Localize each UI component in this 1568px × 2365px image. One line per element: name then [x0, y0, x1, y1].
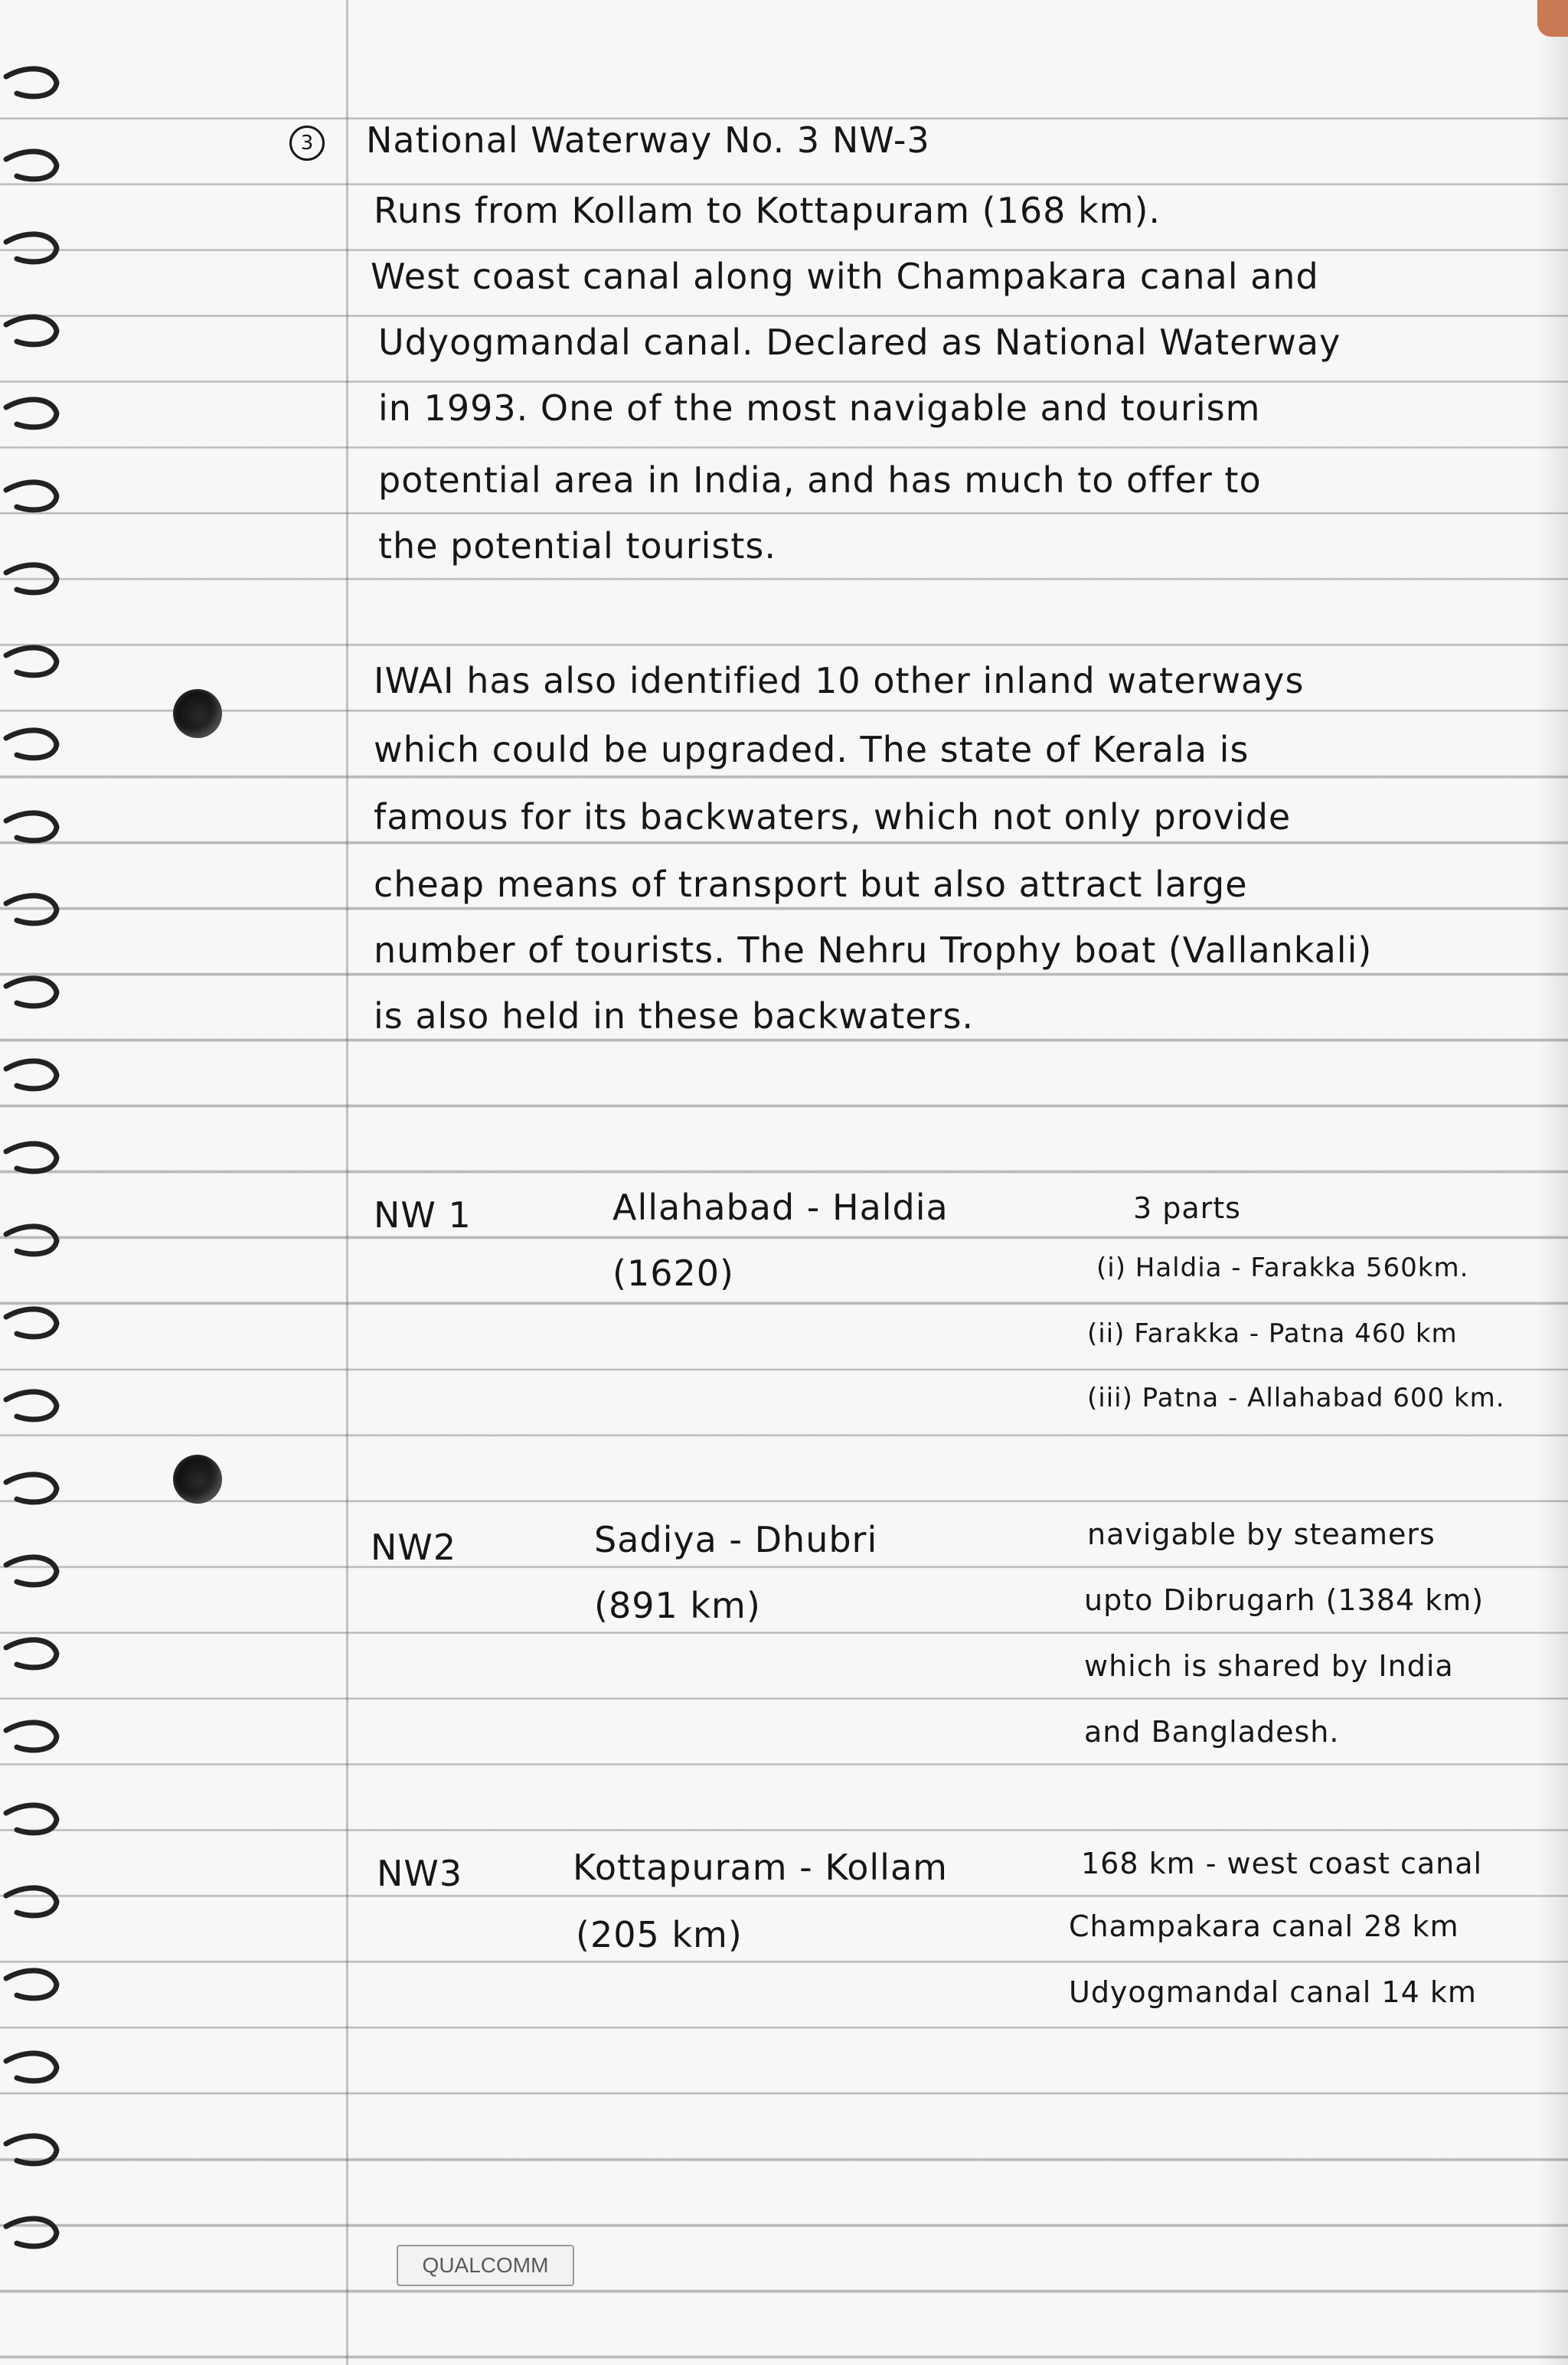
paragraph2-line: which could be upgraded. The state of Kerala is	[374, 729, 1250, 770]
spiral-coil	[6, 1392, 57, 1419]
heading: National Waterway No. 3 NW-3	[366, 119, 930, 161]
section-number-circle: 3	[289, 126, 325, 161]
nw1-route: Allahabad - Haldia	[612, 1187, 949, 1228]
spiral-coil	[6, 1888, 57, 1916]
nw3-note: Champakara canal 28 km	[1069, 1909, 1459, 1943]
page-edge	[1537, 0, 1568, 2365]
paragraph1-line: West coast canal along with Champakara canal and	[371, 256, 1319, 297]
paragraph1-line: in 1993. One of the most navigable and tourism	[378, 387, 1261, 429]
nw3-name: NW3	[377, 1853, 463, 1894]
margin-line	[346, 0, 348, 2365]
paragraph2-line: IWAI has also identified 10 other inland waterways	[374, 660, 1305, 701]
paragraph2-line: cheap means of transport but also attract large	[374, 864, 1248, 905]
spiral-coil	[6, 1640, 57, 1668]
paragraph1-line: Runs from Kollam to Kottapuram (168 km).	[374, 190, 1161, 231]
spiral-coil	[6, 1971, 57, 1998]
spiral-coil	[6, 1309, 57, 1337]
paragraph1-line: Udyogmandal canal. Declared as National Waterway	[378, 322, 1341, 363]
nw2-note: upto Dibrugarh (1384 km)	[1084, 1583, 1485, 1617]
spiral-binding	[0, 0, 84, 2365]
spiral-coil	[6, 1805, 57, 1833]
nw3-length: (205 km)	[576, 1914, 743, 1955]
nw2-note: which is shared by India	[1084, 1649, 1454, 1683]
paragraph2-line: famous for its backwaters, which not only provide	[374, 796, 1292, 838]
spiral-coil	[6, 317, 57, 345]
nw3-note: 168 km - west coast canal	[1081, 1847, 1483, 1880]
nw1-name: NW 1	[374, 1194, 472, 1236]
nw1-note: (i) Haldia - Farakka 560km.	[1096, 1253, 1469, 1283]
spiral-coil	[6, 1723, 57, 1750]
spiral-coil	[6, 69, 57, 96]
paragraph2-line: is also held in these backwaters.	[374, 995, 975, 1037]
nw3-route: Kottapuram - Kollam	[573, 1847, 948, 1888]
nw2-note: and Bangladesh.	[1084, 1715, 1340, 1749]
spiral-coil	[6, 896, 57, 923]
qualcomm-stamp-logo: QUALCOMM	[397, 2245, 574, 2286]
spiral-coil	[6, 730, 57, 758]
paragraph1-line: the potential tourists.	[378, 525, 776, 567]
nw1-length: (1620)	[612, 1253, 734, 1294]
nw1-note: (ii) Farakka - Patna 460 km	[1087, 1318, 1458, 1349]
spiral-coil	[6, 565, 57, 593]
spiral-coil	[6, 648, 57, 675]
spiral-coil	[6, 813, 57, 841]
paragraph2-line: number of tourists. The Nehru Trophy boat (Vallankali)	[374, 929, 1373, 971]
corner-tab	[1537, 0, 1568, 37]
punch-hole-bottom	[173, 1455, 222, 1504]
nw2-length: (891 km)	[594, 1585, 761, 1626]
nw2-route: Sadiya - Dhubri	[594, 1519, 878, 1560]
spiral-coil	[6, 1061, 57, 1089]
nw2-note: navigable by steamers	[1087, 1517, 1436, 1551]
spiral-coil	[6, 978, 57, 1006]
spiral-coil	[6, 1475, 57, 1502]
spiral-coil	[6, 2219, 57, 2246]
spiral-coil	[6, 152, 57, 179]
spiral-coil	[6, 2136, 57, 2164]
spiral-coil	[6, 400, 57, 427]
punch-hole-top	[173, 689, 222, 738]
spiral-coil	[6, 1144, 57, 1171]
spiral-coil	[6, 234, 57, 262]
spiral-coil	[6, 1557, 57, 1585]
nw3-note: Udyogmandal canal 14 km	[1069, 1975, 1477, 2009]
nw2-name: NW2	[371, 1527, 457, 1568]
nw1-note: (iii) Patna - Allahabad 600 km.	[1087, 1383, 1505, 1413]
nw1-note: 3 parts	[1133, 1191, 1241, 1225]
paragraph1-line: potential area in India, and has much to offer to	[378, 459, 1262, 501]
spiral-coil	[6, 482, 57, 510]
spiral-coil	[6, 1227, 57, 1254]
spiral-coil	[6, 2053, 57, 2081]
